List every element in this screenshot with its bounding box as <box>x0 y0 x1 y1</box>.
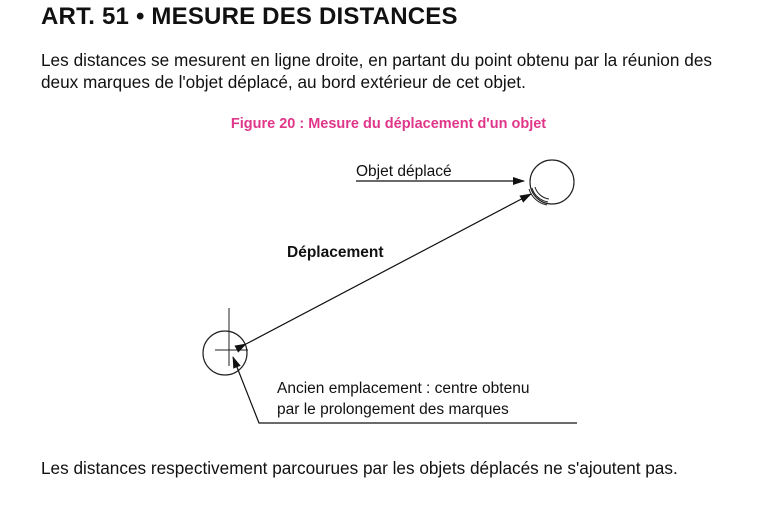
old-position-icon <box>203 308 248 375</box>
figure-caption: Figure 20 : Mesure du déplacement d'un objet <box>230 116 547 132</box>
moved-object-icon <box>529 160 574 205</box>
article-title: ART. 51 • MESURE DES DISTANCES <box>41 3 458 30</box>
displacement-label: Déplacement <box>287 244 384 261</box>
displacement-arrow <box>246 194 531 344</box>
old-position-label-line-2: par le prolongement des marques <box>277 401 509 418</box>
old-position-label-line-1: Ancien emplacement : centre obtenu <box>277 380 530 397</box>
closing-paragraph: Les distances respectivement parcourues par les objets déplacés ne s'ajoutent pas. <box>41 458 678 478</box>
moved-object-label: Objet déplacé <box>356 163 452 180</box>
intro-paragraph: Les distances se mesurent en ligne droite, en partant du point obtenu par la réunion des deux marques de l'objet déplacé, au bord extérieur de cet objet. <box>41 50 712 92</box>
